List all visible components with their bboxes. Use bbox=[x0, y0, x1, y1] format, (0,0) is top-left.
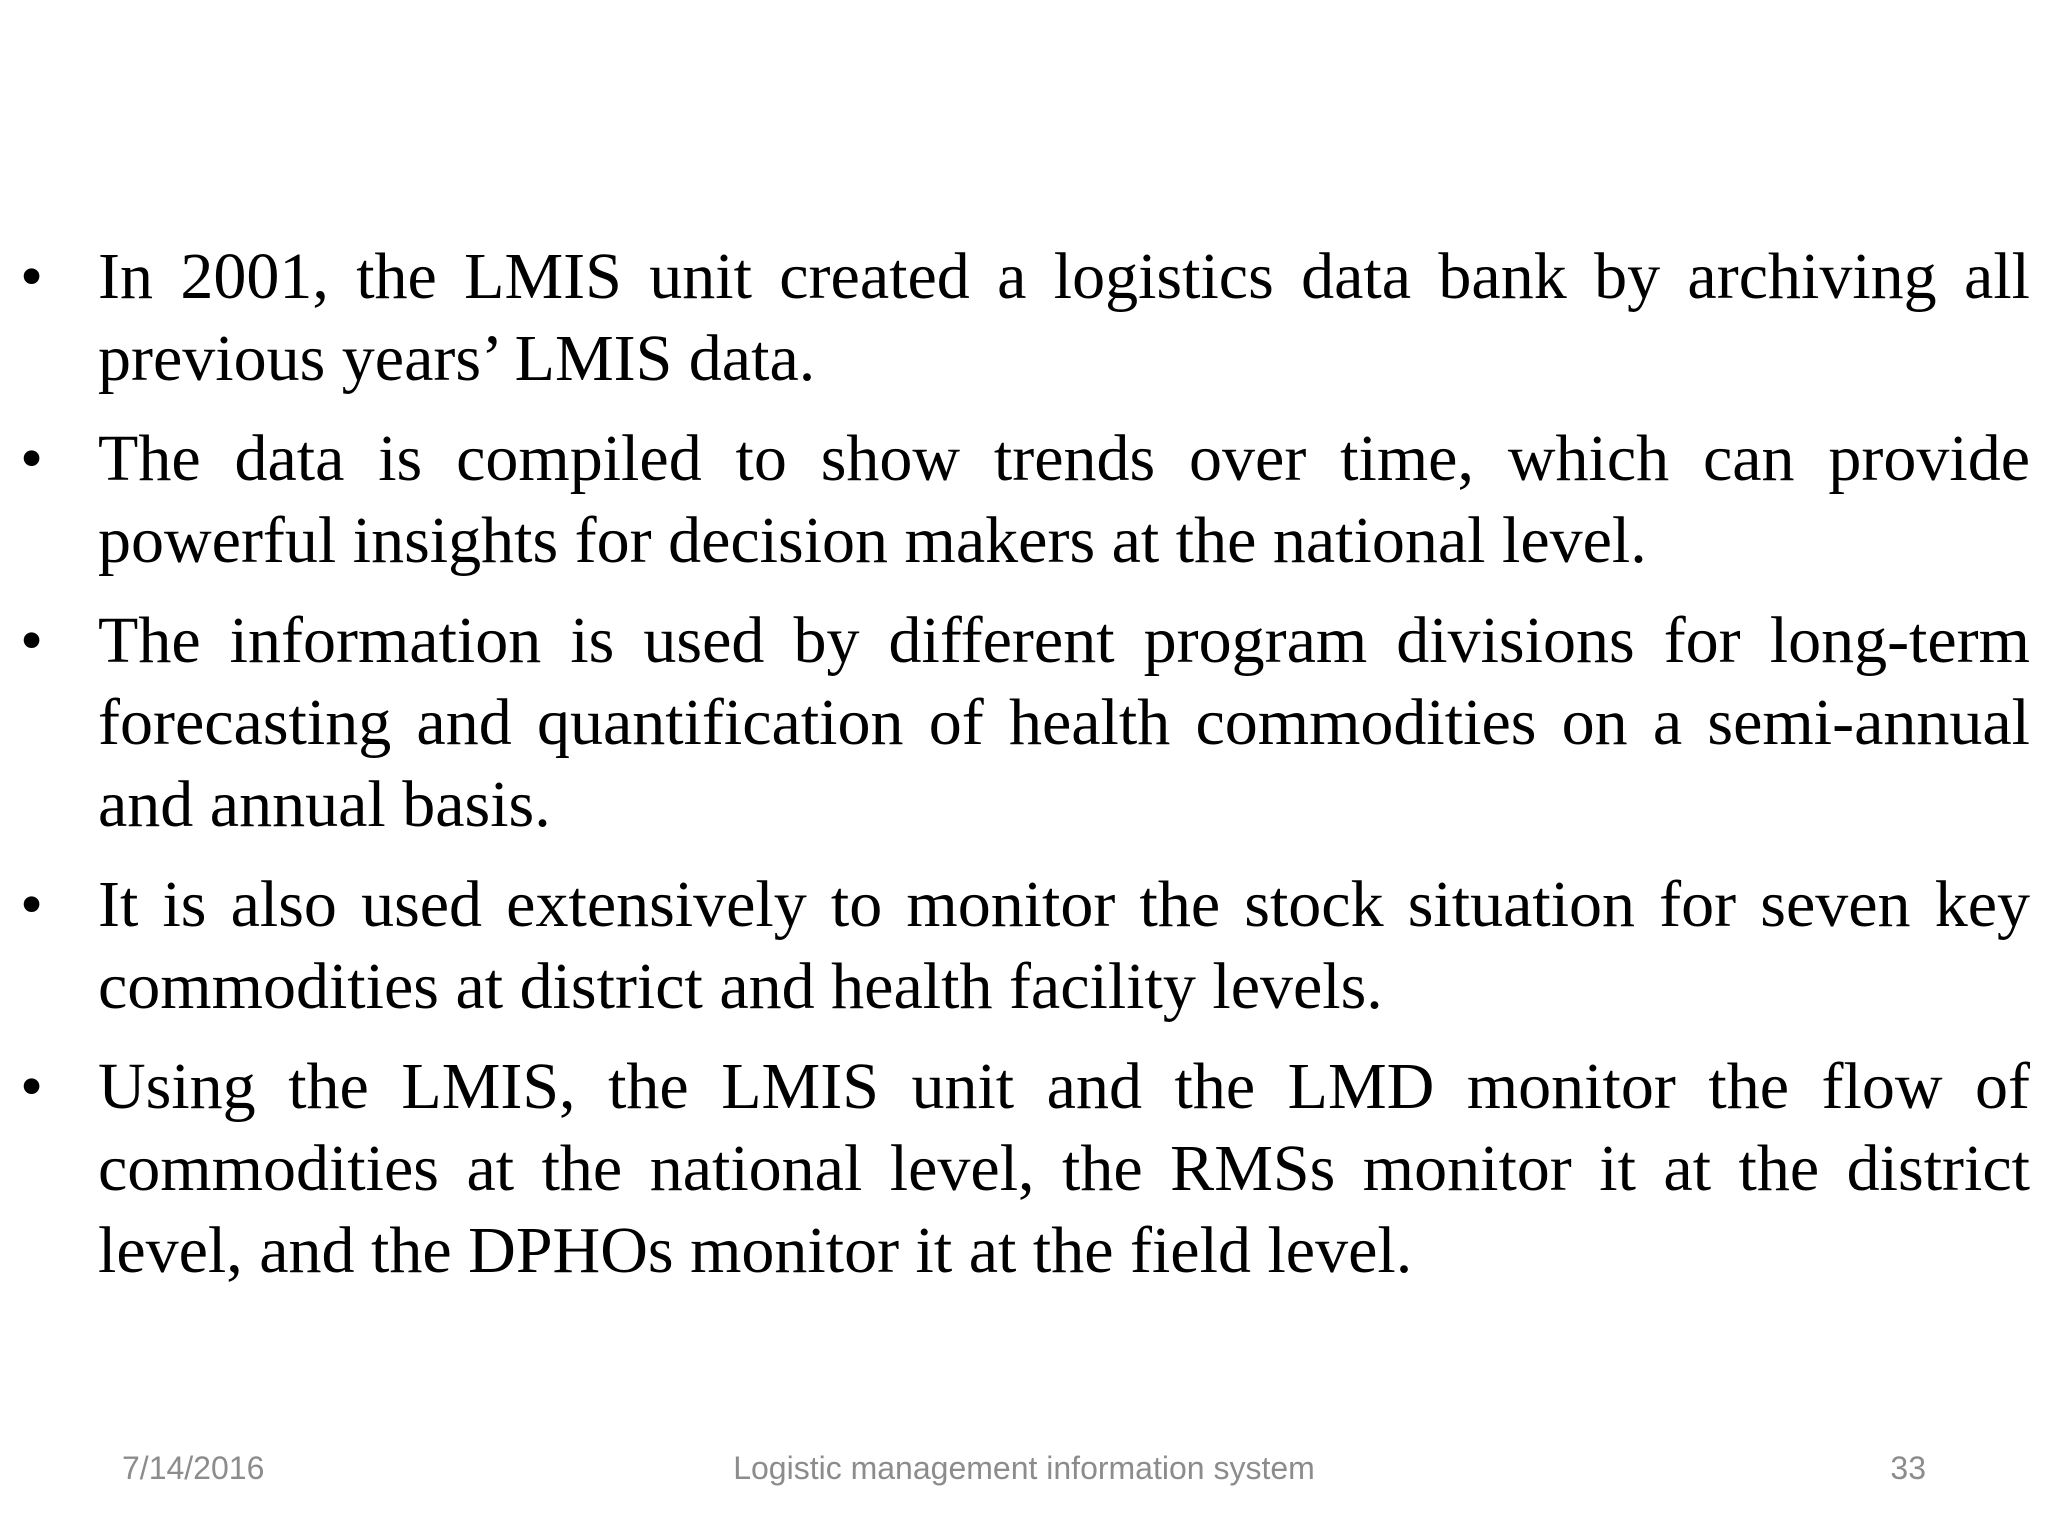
footer-date: 7/14/2016 bbox=[122, 1450, 265, 1486]
bullet-item bbox=[20, 864, 2030, 1028]
bullet-item bbox=[20, 236, 2030, 400]
bullet-text: The information is used by different program divisions for long-term forecasting and quantification of health commodities on a semi-annual and annual basis. bbox=[98, 604, 2030, 841]
bullet-text: In 2001, the LMIS unit created a logistics data bank by archiving all previous years’ LMIS data. bbox=[98, 240, 2030, 395]
footer-title: Logistic management information system bbox=[733, 1450, 1315, 1486]
bullet-icon: • bbox=[20, 868, 44, 941]
bullet-icon: • bbox=[20, 240, 44, 313]
bullet-text: Using the LMIS, the LMIS unit and the LMD monitor the flow of commodities at the national level, the RMSs monitor it at the district level, and the DPHOs monitor it at the field level. bbox=[98, 1050, 2030, 1287]
bullet-icon: • bbox=[20, 1050, 44, 1123]
bullet-icon: • bbox=[20, 604, 44, 677]
bullet-item bbox=[20, 600, 2030, 846]
bullet-icon: • bbox=[20, 422, 44, 495]
bullet-list bbox=[20, 236, 2030, 1310]
bullet-text: The data is compiled to show trends over time, which can provide powerful insights for decision makers at the national level. bbox=[98, 422, 2030, 577]
bullet-text: It is also used extensively to monitor the stock situation for seven key commodities at district and health facility levels. bbox=[98, 868, 2030, 1023]
bullet-item bbox=[20, 418, 2030, 582]
slide-number: 33 bbox=[1890, 1450, 1926, 1486]
bullet-item bbox=[20, 1046, 2030, 1292]
